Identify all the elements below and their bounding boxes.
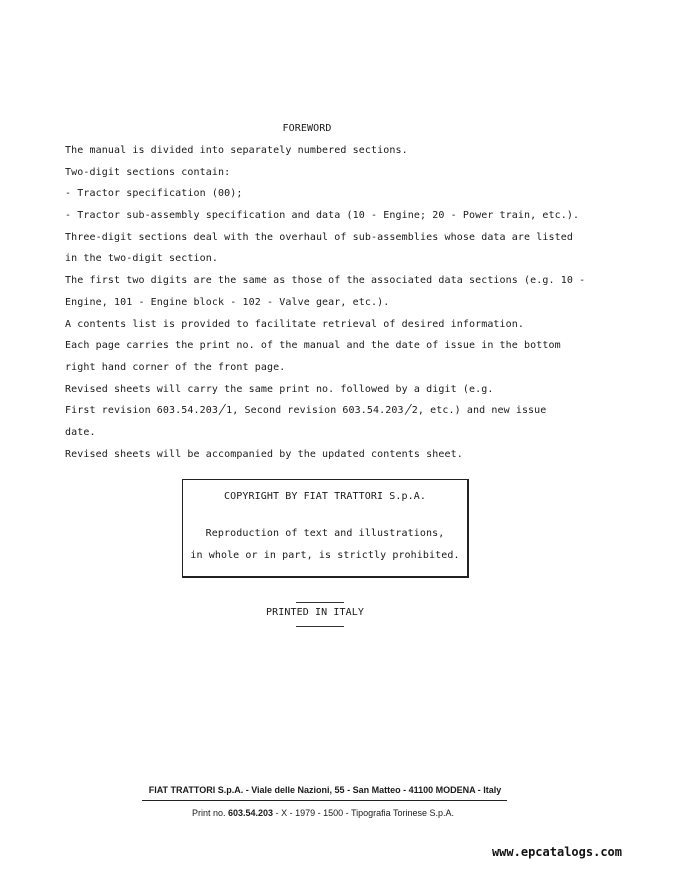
copyright-box [182,479,469,578]
paragraph-line: Two-digit sections contain: [65,166,231,178]
paragraph-line: The first two digits are the same as those of the associated data sections (e.g. 10 - [65,275,586,287]
paragraph-line: - Tractor sub-assembly specification and data (10 - Engine; 20 - Power train, etc.). [65,210,580,222]
revision-second-digit: 2 [411,405,418,417]
revision-slash: / [217,403,228,418]
paragraph-line: date. [65,426,96,438]
footer-print-info [0,808,660,818]
revision-middle: , Second revision 603.54.203 [232,405,404,417]
watermark: www.epcatalogs.com [491,845,622,859]
printed-in-italy: PRINTED IN ITALY [266,607,364,618]
footer-address: FIAT TRATTORI S.p.A. - Viale delle Nazioni, 55 - San Matteo - 41100 MODENA - Italy [148,785,502,795]
paragraph-line: Revised sheets will be accompanied by the updated contents sheet. [65,448,463,460]
paragraph-line: - Tractor specification (00); [65,188,243,200]
print-details: - X - 1979 - 1500 - Tipografia Torinese S.p.A. [275,808,455,818]
paragraph-line: Three-digit sections deal with the overhaul of sub-assemblies whose data are listed [65,231,574,243]
foreword-heading: FOREWORD [282,123,332,134]
printed-rule-top [296,602,344,603]
paragraph-line: right hand corner of the front page. [65,361,286,373]
footer-divider [142,800,507,801]
paragraph-line: The manual is divided into separately numbered sections. [65,145,408,156]
paragraph-line: A contents list is provided to facilitate retrieval of desired information. [65,318,525,330]
print-number: 603.54.203 [228,808,274,818]
revision-line [65,404,625,426]
printed-rule-bottom [296,626,344,627]
copyright-notice-line2: in whole or in part, is strictly prohibited. [190,550,460,561]
revision-slash: / [403,403,413,418]
paragraph-line: Revised sheets will carry the same print no. followed by a digit (e.g. [65,383,494,395]
foreword-body [65,144,625,469]
revision-prefix: First revision 603.54.203 [65,405,219,417]
paragraph-line: Each page carries the print no. of the manual and the date of issue in the bottom [65,340,561,352]
print-label: Print no. [191,808,226,818]
revision-first-digit: 1 [226,405,233,417]
copyright-title: COPYRIGHT BY FIAT TRATTORI S.p.A. [224,491,426,502]
copyright-notice-line1: Reproduction of text and illustrations, [205,528,445,539]
paragraph-line: in the two-digit section. [65,253,219,265]
revision-suffix: , etc.) and new issue [417,405,547,417]
paragraph-line: Engine, 101 - Engine block - 102 - Valve gear, etc.). [65,296,390,308]
